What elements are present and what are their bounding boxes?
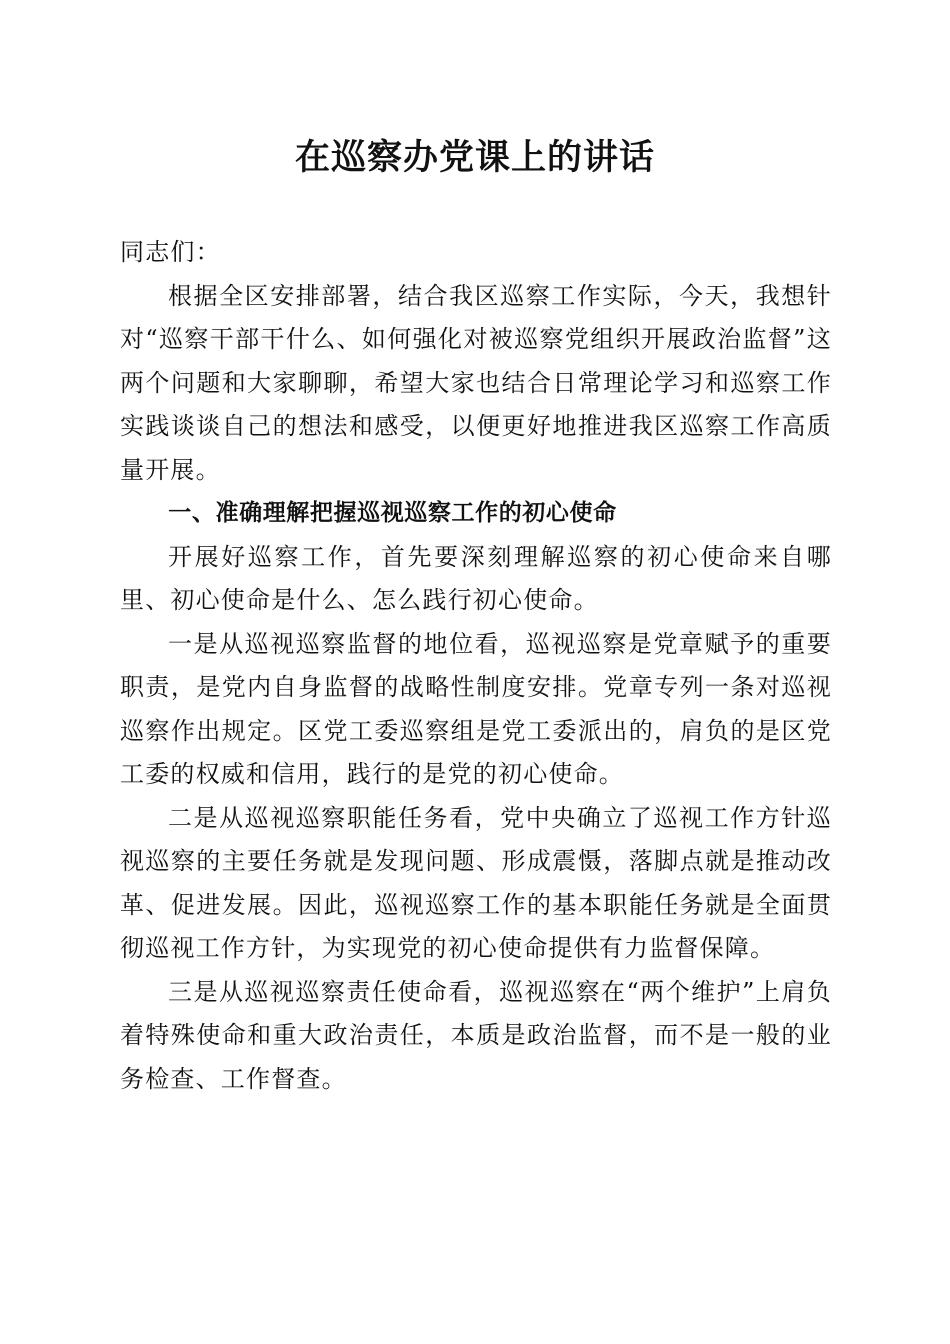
document-body [120, 231, 832, 1101]
page-title: 在巡察办党课上的讲话 [294, 137, 655, 178]
section-paragraph-point-3: 三是从巡视巡察责任使命看，巡视巡察在“两个维护”上肩负着特殊使命和重大政治责任，本质是政治监督，而不是一般的业务检查、工作督查。 [120, 977, 832, 1093]
intro-paragraph: 根据全区安排部署，结合我区巡察工作实际，今天，我想针对“巡察干部干什么、如何强化对被巡察党组织开展政治监督”这两个问题和大家聊聊，希望大家也结合日常理论学习和巡察工作实践谈谈自己的想法和感受，以便更好地推进我区巡察工作高质量开展。 [120, 281, 832, 484]
section-paragraph-intro: 开展好巡察工作，首先要深刻理解巡察的初心使命来自哪里、初心使命是什么、怎么践行初心使命。 [120, 542, 832, 614]
section-paragraph-point-2: 二是从巡视巡察职能任务看，党中央确立了巡视工作方针巡视巡察的主要任务就是发现问题、形成震慑，落脚点就是推动改革、促进发展。因此，巡视巡察工作的基本职能任务就是全面贯彻巡视工作方针，为实现党的初心使命提供有力监督保障。 [120, 803, 832, 962]
salutation: 同志们： [120, 238, 221, 266]
section-heading: 一、准确理解把握巡视巡察工作的初心使命 [168, 500, 617, 526]
section-paragraph-point-1: 一是从巡视巡察监督的地位看，巡视巡察是党章赋予的重要职责，是党内自身监督的战略性制度安排。党章专列一条对巡视巡察作出规定。区党工委巡察组是党工委派出的，肩负的是区党工委的权威和信用，践行的是党的初心使命。 [120, 629, 832, 788]
